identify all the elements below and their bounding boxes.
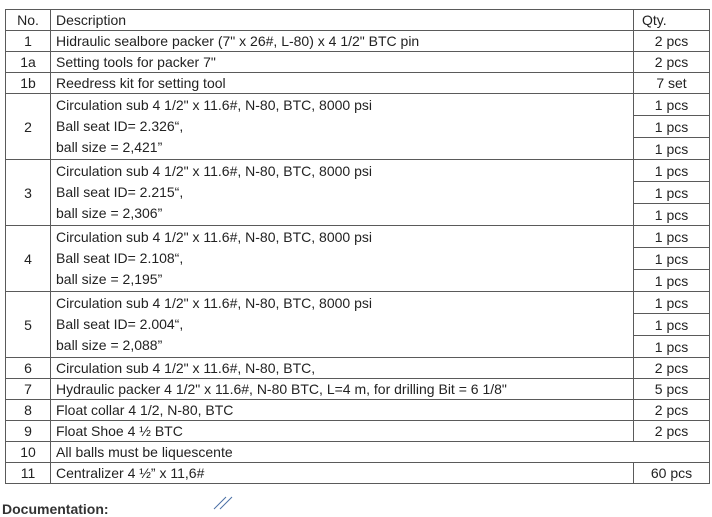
row-description: All balls must be liquescente bbox=[51, 442, 710, 463]
row-no: 9 bbox=[6, 421, 51, 442]
row-qty: 2 pcs bbox=[634, 52, 710, 73]
description-line: ball size = 2,088” bbox=[56, 337, 163, 353]
row-qty: 2 pcs bbox=[634, 358, 710, 379]
row-description: Centralizer 4 ½” x 11,6# bbox=[51, 463, 634, 484]
row-qty: 5 pcs bbox=[634, 379, 710, 400]
description-line: Ball seat ID= 2.108“, bbox=[56, 250, 184, 266]
description-line: ball size = 2,195” bbox=[56, 271, 163, 287]
row-no: 4 bbox=[6, 226, 51, 292]
row-description: Setting tools for packer 7" bbox=[51, 52, 634, 73]
row-description bbox=[51, 160, 634, 226]
row-no: 8 bbox=[6, 400, 51, 421]
table-row bbox=[6, 400, 710, 421]
table-row bbox=[6, 379, 710, 400]
qty-cell: 1 pcs bbox=[634, 226, 709, 248]
description-line: ball size = 2,306” bbox=[56, 205, 163, 221]
row-qty: 2 pcs bbox=[634, 31, 710, 52]
qty-cell: 1 pcs bbox=[654, 273, 689, 289]
qty-cell: 1 pcs bbox=[634, 314, 709, 336]
table-row bbox=[6, 226, 710, 292]
header-row bbox=[6, 10, 710, 31]
header-description: Description bbox=[51, 10, 634, 31]
row-qty: 7 set bbox=[634, 73, 710, 94]
table-row bbox=[6, 442, 710, 463]
table-row bbox=[6, 31, 710, 52]
row-description: Float Shoe 4 ½ BTC bbox=[51, 421, 634, 442]
row-no: 7 bbox=[6, 379, 51, 400]
table-row bbox=[6, 358, 710, 379]
description-line: Ball seat ID= 2.004“, bbox=[56, 316, 184, 332]
row-no: 2 bbox=[6, 94, 51, 160]
description-line: Circulation sub 4 1/2" x 11.6#, N-80, BTC, 8000 psi bbox=[56, 295, 372, 311]
pen-stroke-icon bbox=[212, 495, 242, 510]
row-qty bbox=[634, 94, 710, 160]
row-description: Hidraulic sealbore packer (7" x 26#, L-80) x 4 1/2" BTC pin bbox=[51, 31, 634, 52]
description-line: Circulation sub 4 1/2" x 11.6#, N-80, BTC, 8000 psi bbox=[56, 163, 372, 179]
row-no: 6 bbox=[6, 358, 51, 379]
description-line: Circulation sub 4 1/2" x 11.6#, N-80, BTC, 8000 psi bbox=[56, 229, 372, 245]
qty-cell: 1 pcs bbox=[634, 116, 709, 138]
row-no: 1 bbox=[6, 31, 51, 52]
description-line: Ball seat ID= 2.215“, bbox=[56, 184, 184, 200]
qty-cell: 1 pcs bbox=[654, 207, 689, 223]
header-no: No. bbox=[6, 10, 51, 31]
qty-cell: 1 pcs bbox=[654, 141, 689, 157]
row-qty bbox=[634, 226, 710, 292]
row-description: Float collar 4 1/2, N-80, BTC bbox=[51, 400, 634, 421]
row-qty: 60 pcs bbox=[634, 463, 710, 484]
row-description: Circulation sub 4 1/2" x 11.6#, N-80, BTC, bbox=[51, 358, 634, 379]
description-line: ball size = 2,421” bbox=[56, 139, 163, 155]
table-row bbox=[6, 73, 710, 94]
qty-cell: 1 pcs bbox=[634, 160, 709, 182]
qty-cell: 1 pcs bbox=[654, 339, 689, 355]
row-no: 3 bbox=[6, 160, 51, 226]
table-row bbox=[6, 292, 710, 358]
header-qty: Qty. bbox=[634, 10, 710, 31]
table-row bbox=[6, 52, 710, 73]
row-description: Hydraulic packer 4 1/2" x 11.6#, N-80 BTC, L=4 m, for drilling Bit = 6 1/8" bbox=[51, 379, 634, 400]
qty-cell: 1 pcs bbox=[634, 94, 709, 116]
row-no: 1b bbox=[6, 73, 51, 94]
row-qty: 2 pcs bbox=[634, 421, 710, 442]
qty-cell: 1 pcs bbox=[634, 182, 709, 204]
row-description bbox=[51, 226, 634, 292]
table-row bbox=[6, 94, 710, 160]
documentation-heading: Documentation: bbox=[2, 501, 109, 517]
row-no: 10 bbox=[6, 442, 51, 463]
row-description bbox=[51, 292, 634, 358]
description-line: Circulation sub 4 1/2" x 11.6#, N-80, BTC, 8000 psi bbox=[56, 97, 372, 113]
row-qty bbox=[634, 160, 710, 226]
row-qty bbox=[634, 292, 710, 358]
qty-cell: 1 pcs bbox=[634, 248, 709, 270]
row-description: Reedress kit for setting tool bbox=[51, 73, 634, 94]
table-row bbox=[6, 421, 710, 442]
row-qty: 2 pcs bbox=[634, 400, 710, 421]
row-description bbox=[51, 94, 634, 160]
table-row bbox=[6, 160, 710, 226]
row-no: 1a bbox=[6, 52, 51, 73]
description-line: Ball seat ID= 2.326“, bbox=[56, 118, 184, 134]
row-no: 11 bbox=[6, 463, 51, 484]
items-table bbox=[5, 9, 710, 484]
row-no: 5 bbox=[6, 292, 51, 358]
table-row bbox=[6, 463, 710, 484]
qty-cell: 1 pcs bbox=[634, 292, 709, 314]
